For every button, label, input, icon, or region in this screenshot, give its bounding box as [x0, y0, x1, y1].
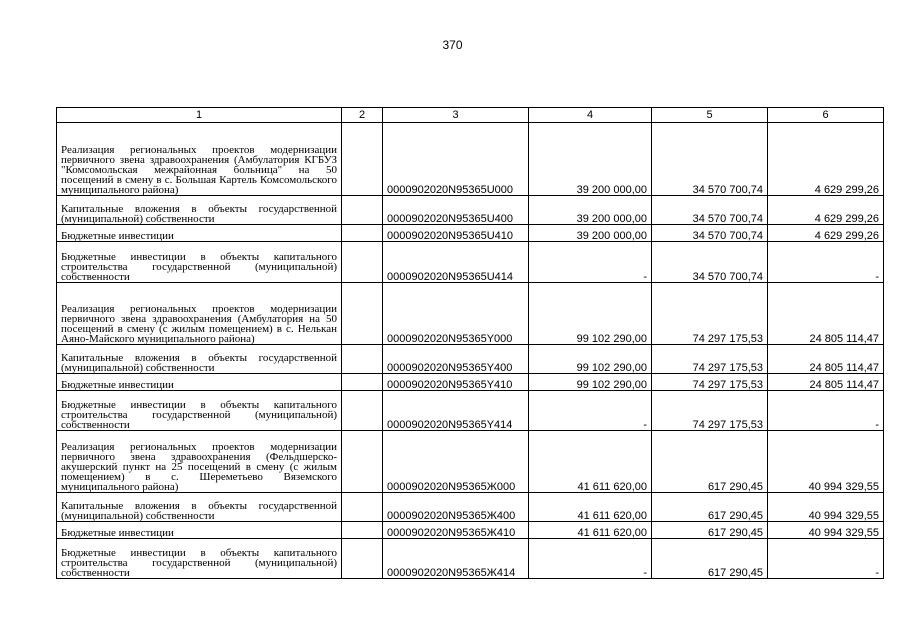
table-row [57, 123, 884, 196]
row-col5: 34 570 700,74 [652, 196, 768, 225]
row-col6: - [768, 391, 884, 431]
table-row [57, 225, 884, 242]
row-col4: 99 102 290,00 [529, 283, 652, 345]
row-col5: 74 297 175,53 [652, 374, 768, 391]
row-name: Бюджетные инвестиции в объекты капитального строительства государственной (муниципальной) собственности [57, 391, 342, 431]
row-col6: 40 994 329,55 [768, 493, 884, 522]
row-col4: - [529, 539, 652, 579]
row-col6: 40 994 329,55 [768, 431, 884, 493]
column-header-2: 2 [342, 108, 383, 123]
row-col4: 99 102 290,00 [529, 374, 652, 391]
row-col6: 24 805 114,47 [768, 345, 884, 374]
column-header-1: 1 [57, 108, 342, 123]
table-row [57, 539, 884, 579]
row-col2 [342, 493, 383, 522]
row-col4: 39 200 000,00 [529, 225, 652, 242]
row-col2 [342, 374, 383, 391]
row-col6: 40 994 329,55 [768, 522, 884, 539]
row-code: 0000902020N95365Ж414 [383, 539, 529, 579]
row-col6: 24 805 114,47 [768, 283, 884, 345]
row-code: 0000902020N95365Ж000 [383, 431, 529, 493]
column-header-4: 4 [529, 108, 652, 123]
row-col2 [342, 391, 383, 431]
row-col5: 34 570 700,74 [652, 123, 768, 196]
row-col6: - [768, 539, 884, 579]
row-col4: - [529, 391, 652, 431]
row-col5: 74 297 175,53 [652, 283, 768, 345]
row-col6: 4 629 299,26 [768, 196, 884, 225]
row-code: 0000902020N95365Y410 [383, 374, 529, 391]
column-header-3: 3 [383, 108, 529, 123]
row-col5: 617 290,45 [652, 522, 768, 539]
row-name: Бюджетные инвестиции [57, 225, 342, 242]
row-name: Капитальные вложения в объекты государственной (муниципальной) собственности [57, 345, 342, 374]
row-name: Бюджетные инвестиции [57, 374, 342, 391]
row-name: Бюджетные инвестиции в объекты капитального строительства государственной (муниципальной) собственности [57, 539, 342, 579]
row-col5: 617 290,45 [652, 493, 768, 522]
row-code: 0000902020N95365Y400 [383, 345, 529, 374]
table-row [57, 374, 884, 391]
row-name: Капитальные вложения в объекты государственной (муниципальной) собственности [57, 196, 342, 225]
table-row [57, 493, 884, 522]
row-col2 [342, 345, 383, 374]
row-col4: 41 611 620,00 [529, 522, 652, 539]
row-col5: 74 297 175,53 [652, 391, 768, 431]
row-code: 0000902020N95365Y414 [383, 391, 529, 431]
row-name: Бюджетные инвестиции в объекты капитального строительства государственной (муниципальной) собственности [57, 242, 342, 283]
row-code: 0000902020N95365U414 [383, 242, 529, 283]
row-name: Капитальные вложения в объекты государственной (муниципальной) собственности [57, 493, 342, 522]
row-code: 0000902020N95365U410 [383, 225, 529, 242]
budget-table [56, 107, 884, 579]
row-col6: - [768, 242, 884, 283]
row-code: 0000902020N95365Ж410 [383, 522, 529, 539]
row-name: Бюджетные инвестиции [57, 522, 342, 539]
row-col4: 99 102 290,00 [529, 345, 652, 374]
table-row [57, 391, 884, 431]
row-col5: 617 290,45 [652, 431, 768, 493]
row-col5: 617 290,45 [652, 539, 768, 579]
row-col4: 41 611 620,00 [529, 431, 652, 493]
row-col2 [342, 225, 383, 242]
row-col2 [342, 539, 383, 579]
row-col4: 41 611 620,00 [529, 493, 652, 522]
table-row [57, 345, 884, 374]
row-name: Реализация региональных проектов модернизации первичного звена здравоохранения (Фельдшерско-акушерский пункт на 25 посещений в смену (с жилым помещением) в с. Шереметьево Вяземского муниципального района) [57, 431, 342, 493]
page-number: 370 [442, 38, 463, 52]
row-col2 [342, 522, 383, 539]
table-row [57, 522, 884, 539]
row-col5: 34 570 700,74 [652, 225, 768, 242]
table-row [57, 283, 884, 345]
row-col4: 39 200 000,00 [529, 123, 652, 196]
header-row [57, 108, 884, 123]
row-code: 0000902020N95365Ж400 [383, 493, 529, 522]
column-header-6: 6 [768, 108, 884, 123]
table-row [57, 431, 884, 493]
row-name: Реализация региональных проектов модернизации первичного звена здравоохранения (Амбулатория на 50 посещений в смену (с жилым помещением) в с. Нелькан Аяно-Майского муниципального района) [57, 283, 342, 345]
column-header-5: 5 [652, 108, 768, 123]
row-col2 [342, 431, 383, 493]
row-col6: 4 629 299,26 [768, 225, 884, 242]
row-col2 [342, 123, 383, 196]
table-row [57, 242, 884, 283]
row-code: 0000902020N95365U400 [383, 196, 529, 225]
row-col6: 4 629 299,26 [768, 123, 884, 196]
row-name: Реализация региональных проектов модернизации первичного звена здравоохранения (Амбулатория КГБУЗ "Комсомольская межрайонная больница" на 50 посещений в смену в с. Большая Картель Комсомольского муниципального района) [57, 123, 342, 196]
row-col6: 24 805 114,47 [768, 374, 884, 391]
table-row [57, 196, 884, 225]
row-col4: - [529, 242, 652, 283]
row-code: 0000902020N95365U000 [383, 123, 529, 196]
row-col5: 34 570 700,74 [652, 242, 768, 283]
row-col5: 74 297 175,53 [652, 345, 768, 374]
row-col4: 39 200 000,00 [529, 196, 652, 225]
row-code: 0000902020N95365Y000 [383, 283, 529, 345]
row-col2 [342, 242, 383, 283]
row-col2 [342, 196, 383, 225]
row-col2 [342, 283, 383, 345]
